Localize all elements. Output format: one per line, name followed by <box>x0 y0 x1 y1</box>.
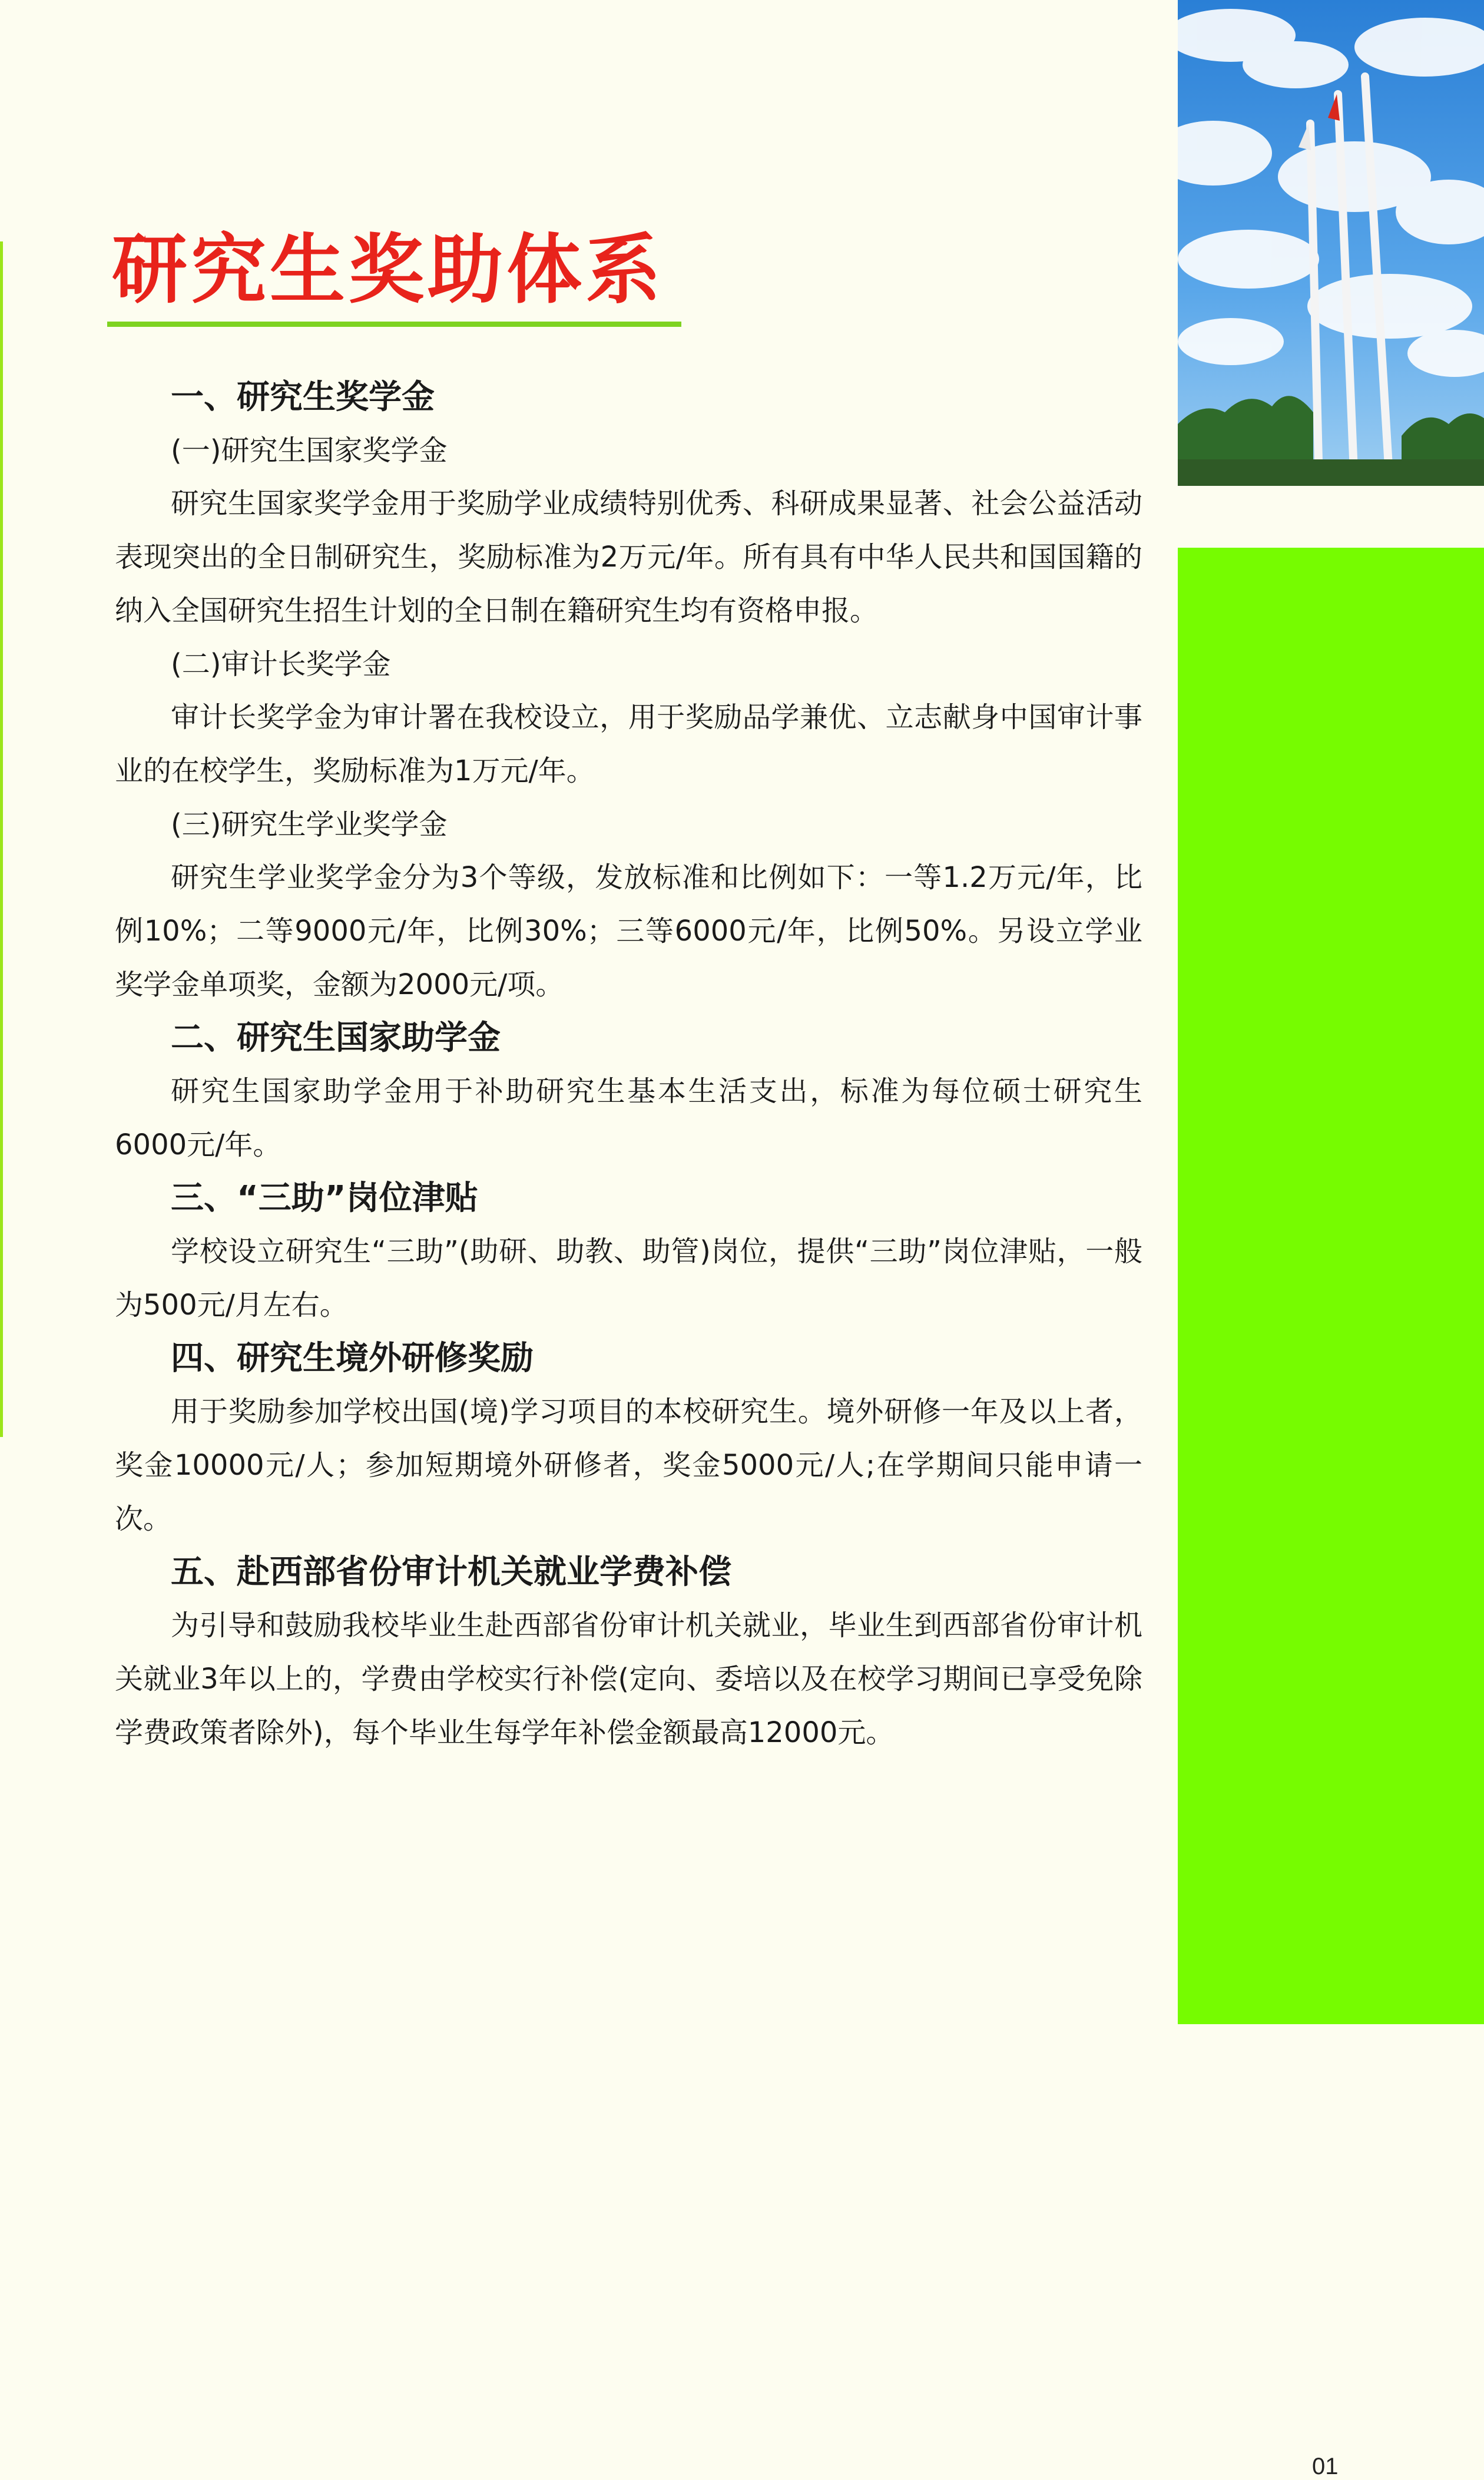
section-heading-western-compensation: 五、赴西部省份审计机关就业学费补偿 <box>171 1553 731 1591</box>
page-number: 01 <box>1312 2453 1339 2479</box>
paragraph-grant: 研究生国家助学金用于补助研究生基本生活支出，标准为每位硕士研究生6000元/年。 <box>115 1075 1142 1161</box>
paragraph-national-scholarship: 研究生国家奖学金用于奖励学业成绩特别优秀、科研成果显著、社会公益活动表现突出的全日制研究生，奖励标准为2万元/年。所有具有中华人民共和国国籍的纳入全国研究生招生计划的全日制在籍研究生均有资格申报。 <box>115 487 1142 627</box>
subheading-auditor-general-scholarship: (二)审计长奖学金 <box>171 648 391 681</box>
paragraph-academic-scholarship: 研究生学业奖学金分为3个等级，发放标准和比例如下：一等1.2万元/年，比例10%；二等9000元/年，比例30%；三等6000元/年，比例50%。另设立学业奖学金单项奖，金额为2000元/项。 <box>115 861 1142 1001</box>
page-title: 研究生奖助体系 <box>112 226 665 314</box>
subheading-academic-scholarship: (三)研究生学业奖学金 <box>171 808 448 841</box>
paragraph-overseas: 用于奖励参加学校出国(境)学习项目的本校研究生。境外研修一年及以上者，奖金10000元/人；参加短期境外研修者，奖金5000元/人;在学期间只能申请一次。 <box>115 1395 1142 1535</box>
section-heading-grant: 二、研究生国家助学金 <box>171 1019 501 1057</box>
right-decorative-panel <box>1178 0 1484 2479</box>
main-content <box>115 371 1142 1760</box>
paragraph-western-compensation: 为引导和鼓励我校毕业生赴西部省份审计机关就业，毕业生到西部省份审计机关就业3年以上的，学费由学校实行补偿(定向、委培以及在校学习期间已享受免除学费政策者除外)，每个毕业生每学年补偿金额最高12000元。 <box>115 1609 1142 1749</box>
paragraph-assistantship: 学校设立研究生“三助”(助研、助教、助管)岗位，提供“三助”岗位津贴，一般为500元/月左右。 <box>115 1235 1142 1322</box>
paragraph-auditor-general-scholarship: 审计长奖学金为审计署在我校设立，用于奖励品学兼优、立志献身中国审计事业的在校学生，奖励标准为1万元/年。 <box>115 701 1142 787</box>
flagpole-sky-photo <box>1178 0 1484 486</box>
left-accent-bar <box>0 241 3 1437</box>
green-side-block <box>1178 548 1484 2479</box>
section-heading-scholarship: 一、研究生奖学金 <box>171 378 435 416</box>
section-heading-assistantship: 三、“三助”岗位津贴 <box>171 1179 478 1217</box>
subheading-national-scholarship: (一)研究生国家奖学金 <box>171 434 448 467</box>
title-underline <box>107 322 681 327</box>
section-heading-overseas: 四、研究生境外研修奖励 <box>171 1339 534 1378</box>
